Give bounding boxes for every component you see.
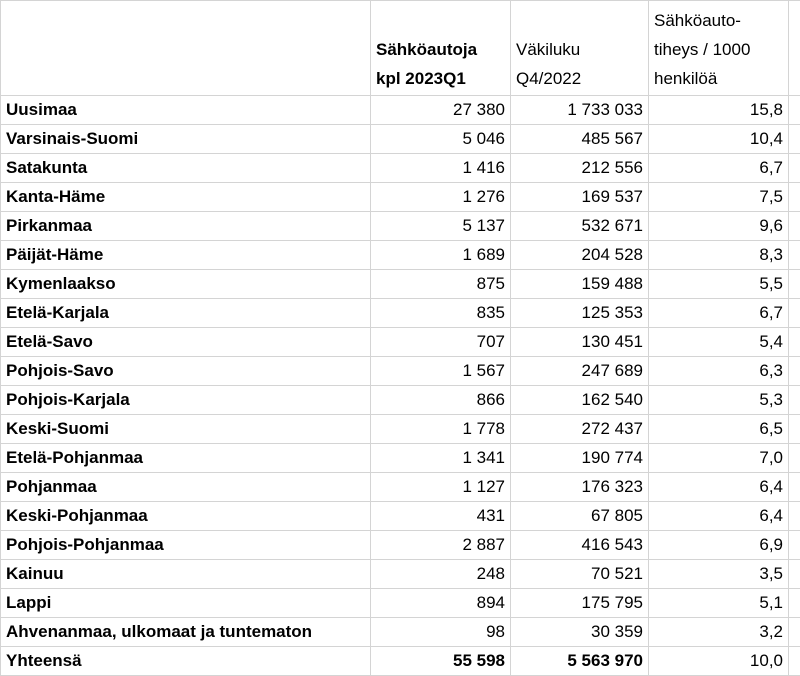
table-body xyxy=(1,96,800,676)
total-row xyxy=(1,647,800,676)
cars-cell[interactable]: 1 127 xyxy=(371,473,511,502)
table-row xyxy=(1,183,800,212)
edge-cell[interactable] xyxy=(789,647,800,676)
header-region[interactable] xyxy=(1,1,371,96)
cars-cell[interactable]: 5 137 xyxy=(371,212,511,241)
edge-cell[interactable] xyxy=(789,96,800,125)
region-cell[interactable]: Pohjanmaa xyxy=(1,473,371,502)
population-cell[interactable]: 532 671 xyxy=(511,212,649,241)
population-cell[interactable]: 70 521 xyxy=(511,560,649,589)
edge-cell[interactable] xyxy=(789,473,800,502)
region-cell[interactable]: Pohjois-Pohjanmaa xyxy=(1,531,371,560)
density-cell[interactable]: 6,3 xyxy=(649,357,789,386)
cars-cell[interactable]: 1 276 xyxy=(371,183,511,212)
population-cell[interactable]: 212 556 xyxy=(511,154,649,183)
cars-cell[interactable]: 894 xyxy=(371,589,511,618)
table-row xyxy=(1,241,800,270)
region-cell[interactable]: Uusimaa xyxy=(1,96,371,125)
edge-cell[interactable] xyxy=(789,386,800,415)
cars-cell[interactable]: 1 689 xyxy=(371,241,511,270)
region-cell[interactable]: Yhteensä xyxy=(1,647,371,676)
cars-cell[interactable]: 55 598 xyxy=(371,647,511,676)
edge-cell[interactable] xyxy=(789,212,800,241)
edge-cell[interactable] xyxy=(789,560,800,589)
edge-cell[interactable] xyxy=(789,618,800,647)
density-cell[interactable]: 3,2 xyxy=(649,618,789,647)
table-row xyxy=(1,299,800,328)
region-cell[interactable]: Keski-Suomi xyxy=(1,415,371,444)
region-cell[interactable]: Kymenlaakso xyxy=(1,270,371,299)
cars-cell[interactable]: 866 xyxy=(371,386,511,415)
table-row xyxy=(1,96,800,125)
density-cell[interactable]: 3,5 xyxy=(649,560,789,589)
cars-cell[interactable]: 707 xyxy=(371,328,511,357)
table-row xyxy=(1,212,800,241)
header-cars[interactable]: Sähköautoja kpl 2023Q1 xyxy=(371,1,511,96)
cars-cell[interactable]: 875 xyxy=(371,270,511,299)
cars-cell[interactable]: 1 567 xyxy=(371,357,511,386)
cars-cell[interactable]: 835 xyxy=(371,299,511,328)
population-cell[interactable]: 204 528 xyxy=(511,241,649,270)
header-density[interactable]: Sähköauto-tiheys / 1000 henkilöä xyxy=(649,1,789,96)
cars-cell[interactable]: 5 046 xyxy=(371,125,511,154)
table-row xyxy=(1,125,800,154)
table-row xyxy=(1,560,800,589)
density-cell[interactable]: 6,7 xyxy=(649,154,789,183)
region-cell[interactable]: Varsinais-Suomi xyxy=(1,125,371,154)
table-row xyxy=(1,473,800,502)
edge-cell[interactable] xyxy=(789,502,800,531)
population-cell[interactable]: 5 563 970 xyxy=(511,647,649,676)
table-row xyxy=(1,444,800,473)
density-cell[interactable]: 15,8 xyxy=(649,96,789,125)
population-cell[interactable]: 1 733 033 xyxy=(511,96,649,125)
edge-cell[interactable] xyxy=(789,357,800,386)
density-cell[interactable]: 6,4 xyxy=(649,502,789,531)
population-cell[interactable]: 272 437 xyxy=(511,415,649,444)
table-row xyxy=(1,415,800,444)
edge-cell[interactable] xyxy=(789,241,800,270)
density-cell[interactable]: 5,4 xyxy=(649,328,789,357)
density-cell[interactable]: 10,4 xyxy=(649,125,789,154)
edge-cell[interactable] xyxy=(789,415,800,444)
edge-cell[interactable] xyxy=(789,270,800,299)
region-cell[interactable]: Pirkanmaa xyxy=(1,212,371,241)
table-row xyxy=(1,502,800,531)
region-cell[interactable]: Etelä-Karjala xyxy=(1,299,371,328)
cars-cell[interactable]: 431 xyxy=(371,502,511,531)
cars-cell[interactable]: 1 341 xyxy=(371,444,511,473)
table-row xyxy=(1,386,800,415)
cars-cell[interactable]: 1 416 xyxy=(371,154,511,183)
population-cell[interactable]: 67 805 xyxy=(511,502,649,531)
header-row xyxy=(1,1,800,96)
edge-cell[interactable] xyxy=(789,589,800,618)
edge-cell[interactable] xyxy=(789,531,800,560)
region-cell[interactable]: Ahvenanmaa, ulkomaat ja tuntematon xyxy=(1,618,371,647)
population-cell[interactable]: 130 451 xyxy=(511,328,649,357)
cars-cell[interactable]: 248 xyxy=(371,560,511,589)
population-cell[interactable]: 416 543 xyxy=(511,531,649,560)
density-cell[interactable]: 6,4 xyxy=(649,473,789,502)
header-edge-cell[interactable] xyxy=(789,1,800,96)
table-row xyxy=(1,328,800,357)
edge-cell[interactable] xyxy=(789,125,800,154)
population-cell[interactable]: 30 359 xyxy=(511,618,649,647)
population-cell[interactable]: 247 689 xyxy=(511,357,649,386)
table-row xyxy=(1,589,800,618)
density-cell[interactable]: 6,5 xyxy=(649,415,789,444)
cars-cell[interactable]: 98 xyxy=(371,618,511,647)
region-cell[interactable]: Etelä-Savo xyxy=(1,328,371,357)
table-row xyxy=(1,270,800,299)
region-cell[interactable]: Pohjois-Savo xyxy=(1,357,371,386)
region-cell[interactable]: Keski-Pohjanmaa xyxy=(1,502,371,531)
table-row xyxy=(1,618,800,647)
density-cell[interactable]: 5,5 xyxy=(649,270,789,299)
table-row xyxy=(1,154,800,183)
table-row xyxy=(1,357,800,386)
population-cell[interactable]: 125 353 xyxy=(511,299,649,328)
region-cell[interactable]: Etelä-Pohjanmaa xyxy=(1,444,371,473)
cars-cell[interactable]: 27 380 xyxy=(371,96,511,125)
density-cell[interactable]: 7,5 xyxy=(649,183,789,212)
population-cell[interactable]: 190 774 xyxy=(511,444,649,473)
edge-cell[interactable] xyxy=(789,154,800,183)
region-cell[interactable]: Päijät-Häme xyxy=(1,241,371,270)
edge-cell[interactable] xyxy=(789,444,800,473)
density-cell[interactable]: 9,6 xyxy=(649,212,789,241)
edge-cell[interactable] xyxy=(789,183,800,212)
cars-cell[interactable]: 2 887 xyxy=(371,531,511,560)
density-cell[interactable]: 6,7 xyxy=(649,299,789,328)
region-cell[interactable]: Satakunta xyxy=(1,154,371,183)
region-cell[interactable]: Pohjois-Karjala xyxy=(1,386,371,415)
density-cell[interactable]: 10,0 xyxy=(649,647,789,676)
population-cell[interactable]: 485 567 xyxy=(511,125,649,154)
population-cell[interactable]: 169 537 xyxy=(511,183,649,212)
table-row xyxy=(1,531,800,560)
cars-cell[interactable]: 1 778 xyxy=(371,415,511,444)
region-cell[interactable]: Kanta-Häme xyxy=(1,183,371,212)
density-cell[interactable]: 8,3 xyxy=(649,241,789,270)
header-population[interactable]: Väkiluku Q4/2022 xyxy=(511,1,649,96)
region-cell[interactable]: Lappi xyxy=(1,589,371,618)
density-cell[interactable]: 6,9 xyxy=(649,531,789,560)
density-cell[interactable]: 7,0 xyxy=(649,444,789,473)
region-cell[interactable]: Kainuu xyxy=(1,560,371,589)
density-cell[interactable]: 5,1 xyxy=(649,589,789,618)
population-cell[interactable]: 159 488 xyxy=(511,270,649,299)
edge-cell[interactable] xyxy=(789,299,800,328)
population-cell[interactable]: 175 795 xyxy=(511,589,649,618)
population-cell[interactable]: 162 540 xyxy=(511,386,649,415)
density-cell[interactable]: 5,3 xyxy=(649,386,789,415)
edge-cell[interactable] xyxy=(789,328,800,357)
population-cell[interactable]: 176 323 xyxy=(511,473,649,502)
